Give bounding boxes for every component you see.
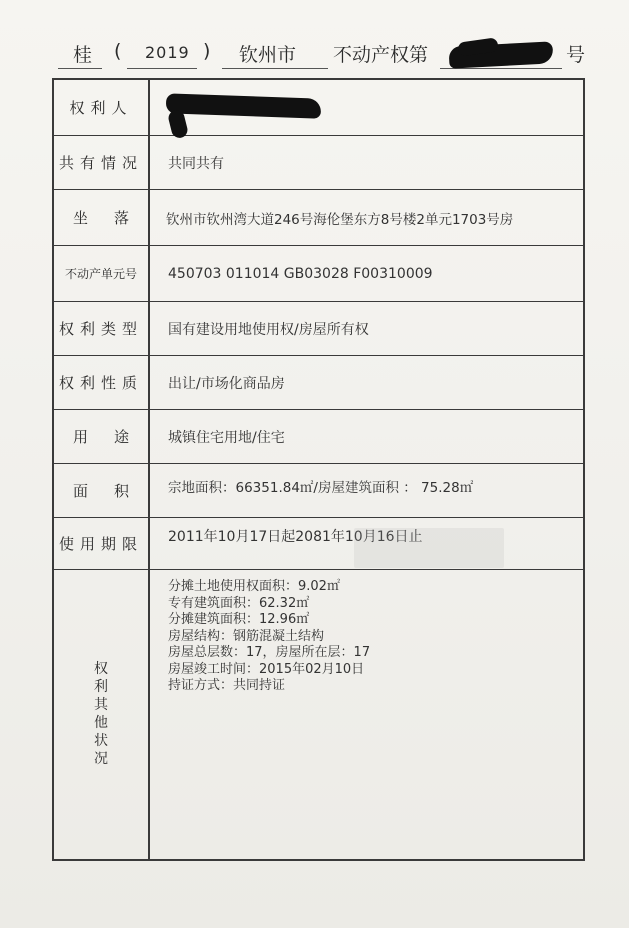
value-term: 2011年10月17日起2081年10月16日止 (168, 529, 423, 545)
other-label-char-1: 权 (94, 661, 108, 677)
other-label-char-6: 况 (94, 751, 108, 767)
city-underline (222, 68, 328, 69)
label-unit-number: 不动产单元号 (64, 267, 137, 281)
label-term: 使用期限 (58, 535, 143, 553)
other-label-char-2: 利 (94, 679, 108, 695)
row-unit-number (54, 246, 583, 302)
other-status-details (168, 579, 370, 695)
cert-suffix-text: 号 (566, 44, 586, 66)
value-right-type: 国有建设用地使用权/房屋所有权 (168, 321, 369, 338)
label-right-type: 权利类型 (58, 320, 143, 338)
label-location: 坐落 (73, 209, 156, 227)
row-location (54, 190, 583, 246)
label-usage: 用途 (73, 428, 156, 446)
value-unit-number: 450703 011014 GB03028 F00310009 (168, 265, 433, 282)
detail-shared-land-area: 分摊土地使用权面积：9.02㎡ (168, 579, 340, 594)
other-label-char-3: 其 (94, 697, 108, 713)
value-usage: 城镇住宅用地/住宅 (168, 429, 285, 446)
detail-exclusive-building-area: 专有建筑面积：62.32㎡ (168, 595, 310, 611)
other-label-char-5: 状 (94, 733, 108, 749)
region-underline (58, 68, 102, 69)
detail-floor-info: 房屋总层数：17，房屋所在层：17 (168, 645, 371, 660)
label-co-ownership: 共有情况 (58, 154, 143, 172)
value-location: 钦州市钦州湾大道246号海伦堡东方8号楼2单元1703号房 (166, 211, 514, 228)
region-text: 桂 (73, 44, 93, 66)
row-usage (54, 410, 583, 464)
value-co-ownership: 共同共有 (168, 155, 224, 172)
cert-prefix-text: 不动产权第 (333, 44, 429, 66)
detail-shared-building-area: 分摊建筑面积：12.96㎡ (168, 612, 310, 627)
label-right-nature: 权利性质 (58, 374, 143, 392)
other-label-char-4: 他 (94, 715, 108, 731)
label-owner: 权利人 (69, 99, 133, 117)
year-text: 2019 (145, 43, 190, 62)
detail-completion-date: 房屋竣工时间：2015年02月10日 (168, 661, 365, 677)
open-paren: ( (114, 40, 122, 62)
row-area (54, 464, 583, 518)
row-co-ownership (54, 136, 583, 190)
detail-holding-method: 持证方式：共同持证 (168, 678, 286, 693)
value-area: 宗地面积：66351.84㎡/房屋建筑面积 ： 75.28㎡ (168, 480, 474, 496)
label-other-status (54, 660, 148, 768)
city-text: 钦州市 (239, 44, 297, 66)
row-right-nature (54, 356, 583, 410)
close-paren: ) (203, 40, 211, 62)
value-right-nature: 出让/市场化商品房 (168, 375, 285, 392)
year-underline (127, 68, 197, 69)
label-area: 面积 (73, 482, 156, 500)
show-through-smudge (354, 528, 504, 568)
row-right-type (54, 302, 583, 356)
rights-table (52, 78, 585, 861)
detail-building-structure: 房屋结构：钢筋混凝土结构 (168, 628, 325, 644)
